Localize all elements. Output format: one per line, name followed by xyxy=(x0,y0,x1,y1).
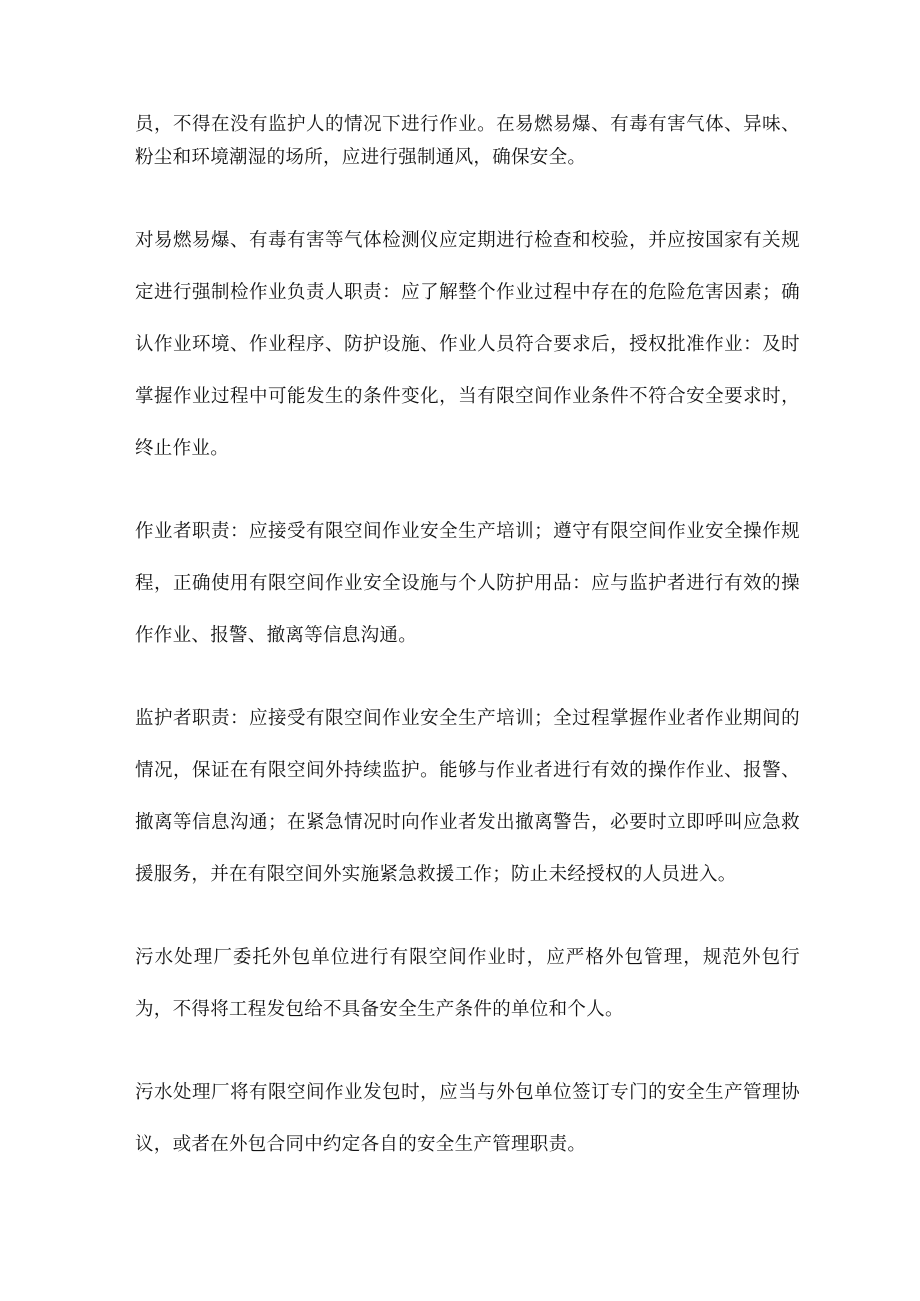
paragraph-detector-and-supervisor-duties: 对易燃易爆、有毒有害等气体检测仪应定期进行检查和校验，并应按国家有关规定进行强制检作业负责人职责：应了解整个作业过程中存在的危险危害因素；确认作业环境、作业程序、防护设施、作业人员符合要求后，授权批准作业：及时掌握作业过程中可能发生的条件变化，当有限空间作业条件不符合安全要求时，终止作业。 xyxy=(135,230,800,459)
document-body xyxy=(135,108,800,1171)
paragraph-spacer xyxy=(135,901,800,932)
paragraph-guardian-duties: 监护者职责：应接受有限空间作业安全生产培训；全过程掌握作业者作业期间的情况，保证在有限空间外持续监护。能够与作业者进行有效的操作作业、报警、撤离等信息沟通；在紧急情况时向作业者发出撤离警告，必要时立即呼叫应急救援服务，并在有限空间外实施紧急救援工作；防止未经授权的人员进入。 xyxy=(135,708,800,885)
paragraph-spacer xyxy=(135,174,800,215)
paragraph-outsourcing-agreement: 污水处理厂将有限空间作业发包时，应当与外包单位签订专门的安全生产管理协议，或者在外包合同中约定各自的安全生产管理职责。 xyxy=(135,1082,800,1155)
paragraph-spacer xyxy=(135,475,800,506)
paragraph-spacer xyxy=(135,662,800,693)
paragraph-spacer xyxy=(135,1036,800,1067)
paragraph-ventilation: 员，不得在没有监护人的情况下进行作业。在易燃易爆、有毒有害气体、异味、粉尘和环境潮湿的场所，应进行强制通风，确保安全。 xyxy=(135,114,800,168)
paragraph-worker-duties: 作业者职责：应接受有限空间作业安全生产培训；遵守有限空间作业安全操作规程，正确使用有限空间作业安全设施与个人防护用品：应与监护者进行有效的操作作业、报警、撤离等信息沟通。 xyxy=(135,521,800,646)
paragraph-outsourcing-management: 污水处理厂委托外包单位进行有限空间作业时，应严格外包管理，规范外包行为，不得将工程发包给不具备安全生产条件的单位和个人。 xyxy=(135,947,800,1020)
